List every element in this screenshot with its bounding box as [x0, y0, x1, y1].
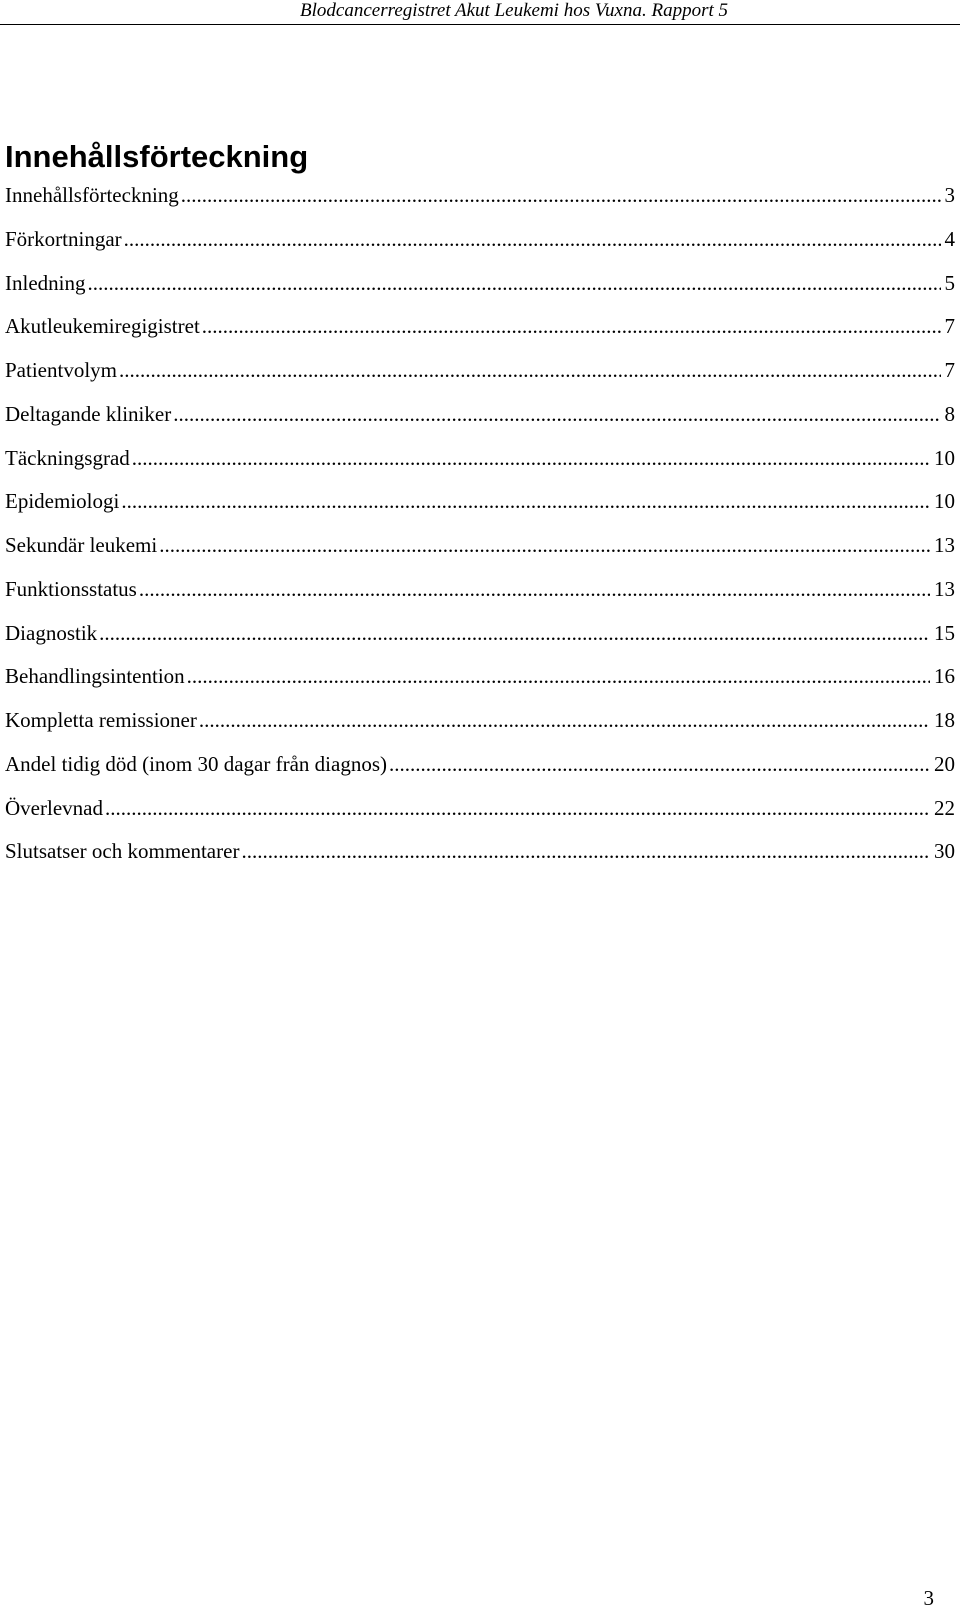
- toc-entry-page: 30: [934, 839, 955, 864]
- toc-entry-label: Akutleukemiregigistret: [5, 314, 200, 339]
- toc-entry-overlevnad[interactable]: [5, 791, 955, 835]
- toc-entry-label: Patientvolym: [5, 358, 117, 382]
- toc-dot-leader: [87, 266, 940, 300]
- toc-entry-sekundar-leukemi[interactable]: [5, 528, 955, 572]
- toc-dot-leader: [105, 791, 930, 825]
- toc-title: Innehållsförteckning: [5, 139, 309, 174]
- toc-dot-leader: [199, 703, 930, 737]
- toc-entry-label: Behandlingsintention: [5, 664, 185, 689]
- toc-entry-label: Sekundär leukemi: [5, 533, 158, 557]
- toc-entry-label: Överlevnad: [5, 795, 103, 820]
- toc-entry-label: Inledning: [5, 270, 86, 295]
- toc-entry-label: Innehållsförteckning: [5, 183, 179, 207]
- toc-entry-page: 16: [934, 664, 955, 689]
- toc-entry-funktionsstatus[interactable]: [5, 572, 955, 616]
- toc-dot-leader: [99, 616, 930, 650]
- toc-entry-page: 10: [934, 489, 955, 514]
- toc-entry-andel-tidig-dod[interactable]: [5, 747, 955, 791]
- toc-entry-slutsatser[interactable]: [5, 834, 955, 878]
- toc-entry-label: Deltagande kliniker: [5, 401, 172, 426]
- toc-dot-leader: [119, 353, 941, 387]
- toc-entry-label: Epidemiologi: [5, 489, 120, 514]
- toc-entry-page: 13: [934, 576, 955, 601]
- toc-dot-leader: [202, 309, 941, 343]
- toc-entry-label: Täckningsgrad: [5, 445, 130, 470]
- toc-dot-leader: [187, 659, 930, 693]
- toc-dot-leader: [181, 178, 941, 212]
- toc-entry-page: 22: [934, 795, 955, 820]
- toc-entry-page: 20: [934, 751, 955, 776]
- toc-dot-leader: [124, 222, 941, 256]
- toc-dot-leader: [121, 484, 930, 518]
- toc-entry-kompletta-remissioner[interactable]: [5, 703, 955, 747]
- toc-dot-leader: [132, 441, 930, 475]
- toc-entry-page: 4: [944, 226, 955, 251]
- toc-entry-label: Slutsatser och kommentarer: [5, 839, 240, 864]
- toc-entry-page: 15: [934, 620, 955, 645]
- toc-entry-page: 7: [944, 314, 955, 339]
- toc-entry-epidemiologi[interactable]: [5, 484, 955, 528]
- toc-entry-page: 10: [934, 445, 955, 470]
- toc-entry-label: Förkortningar: [5, 226, 122, 251]
- toc-entry-patientvolym[interactable]: [5, 353, 955, 397]
- toc-entry-label: Diagnostik: [5, 620, 98, 645]
- toc-entry-deltagande-kliniker[interactable]: [5, 397, 955, 441]
- toc-dot-leader: [389, 747, 930, 781]
- toc-entry-innehallsforteckning[interactable]: [5, 178, 955, 222]
- toc-entry-forkortningar[interactable]: [5, 222, 955, 266]
- toc-entry-akutleukemiregistret[interactable]: [5, 309, 955, 353]
- toc-dot-leader: [241, 834, 930, 868]
- toc-entry-label: Andel tidig död (inom 30 dagar från diagnos): [5, 751, 387, 776]
- toc-entry-inledning[interactable]: [5, 266, 955, 310]
- toc-entry-page: 18: [934, 708, 955, 732]
- running-header: Blodcancerregistret Akut Leukemi hos Vuxna. Rapport 5: [300, 0, 728, 21]
- toc-entry-page: 13: [934, 533, 955, 557]
- toc-list: [5, 178, 955, 878]
- toc-entry-page: 8: [944, 401, 955, 426]
- toc-entry-label: Kompletta remissioner: [5, 708, 197, 732]
- toc-entry-page: 5: [944, 270, 955, 295]
- toc-dot-leader: [173, 397, 940, 431]
- header-rule: [0, 24, 960, 25]
- toc-dot-leader: [139, 572, 930, 606]
- toc-entry-diagnostik[interactable]: [5, 616, 955, 660]
- toc-entry-page: 7: [944, 358, 955, 382]
- toc-entry-page: 3: [944, 183, 955, 207]
- page-number: 3: [923, 1586, 934, 1610]
- toc-entry-label: Funktionsstatus: [5, 576, 137, 601]
- toc-entry-tackningsgrad[interactable]: [5, 441, 955, 485]
- toc-dot-leader: [159, 528, 930, 562]
- toc-entry-behandlingsintention[interactable]: [5, 659, 955, 703]
